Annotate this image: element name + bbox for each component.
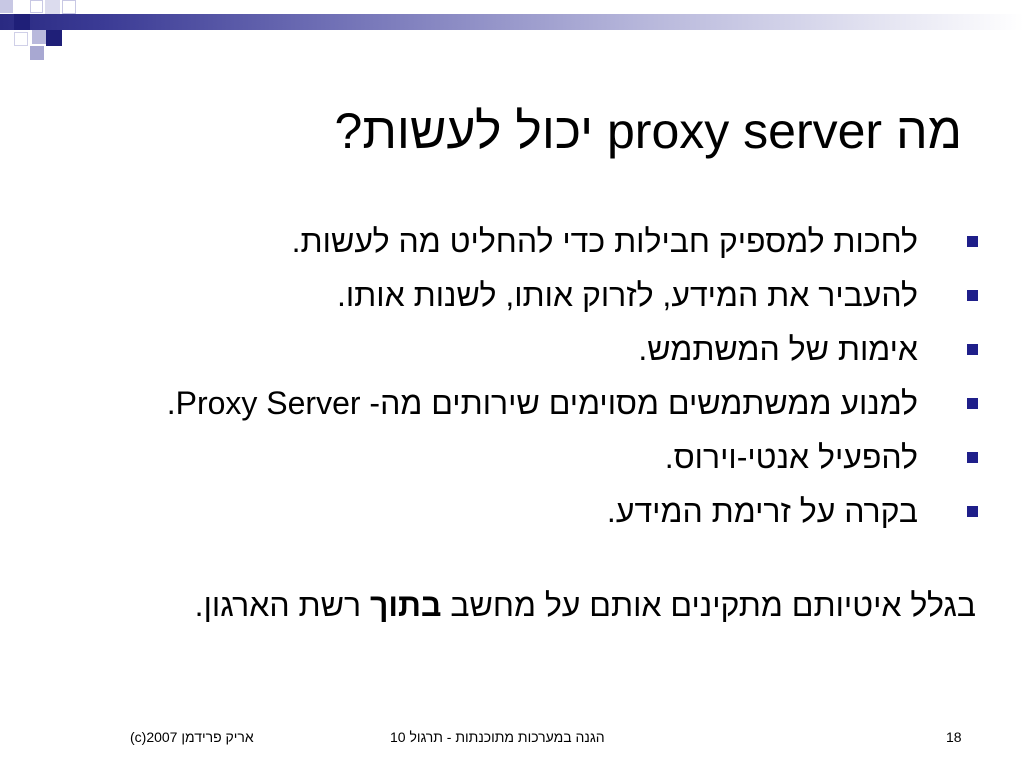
decorative-square	[0, 0, 13, 13]
square-bullet-icon	[967, 236, 978, 247]
slide-title: מה proxy server יכול לעשות?	[334, 103, 962, 159]
bullet-list	[78, 222, 978, 546]
summary-text-before: בגלל איטיותם מתקינים אותם על מחשב	[441, 587, 976, 623]
list-item	[78, 276, 978, 314]
bullet-text: אימות של המשתמש.	[638, 331, 918, 367]
decorative-square	[45, 0, 60, 14]
decorative-square	[46, 30, 62, 46]
list-item	[78, 438, 978, 476]
bullet-text: להפעיל אנטי-וירוס.	[664, 439, 918, 475]
list-item	[78, 492, 978, 530]
decorative-square	[32, 30, 46, 44]
list-item	[78, 222, 978, 260]
square-bullet-icon	[967, 344, 978, 355]
bullet-text: להעביר את המידע, לזרוק אותו, לשנות אותו.	[336, 277, 918, 313]
summary-emphasis: בתוך	[369, 587, 442, 623]
list-item	[78, 384, 978, 422]
bullet-text: בקרה על זרימת המידע.	[606, 493, 918, 529]
footer-copyright: (c)אריק פרידמן 2007	[130, 729, 254, 745]
header-gradient-bar	[0, 14, 1024, 30]
bullet-text: לחכות למספיק חבילות כדי להחליט מה לעשות.	[291, 223, 918, 259]
square-bullet-icon	[967, 452, 978, 463]
decorative-square	[14, 32, 28, 46]
summary-paragraph	[36, 586, 976, 624]
summary-text-after: רשת הארגון.	[194, 587, 370, 623]
bullet-text: למנוע ממשתמשים מסוימים שירותים מה- Proxy Server.	[166, 385, 918, 421]
slide-number: 18	[946, 729, 962, 745]
square-bullet-icon	[967, 290, 978, 301]
decorative-square	[30, 0, 43, 13]
square-bullet-icon	[967, 506, 978, 517]
decorative-square	[14, 14, 30, 30]
footer-course-title: הגנה במערכות מתוכנתות - תרגול 10	[390, 729, 605, 745]
square-bullet-icon	[967, 398, 978, 409]
list-item	[78, 330, 978, 368]
decorative-square	[62, 0, 76, 14]
decorative-square	[30, 46, 44, 60]
